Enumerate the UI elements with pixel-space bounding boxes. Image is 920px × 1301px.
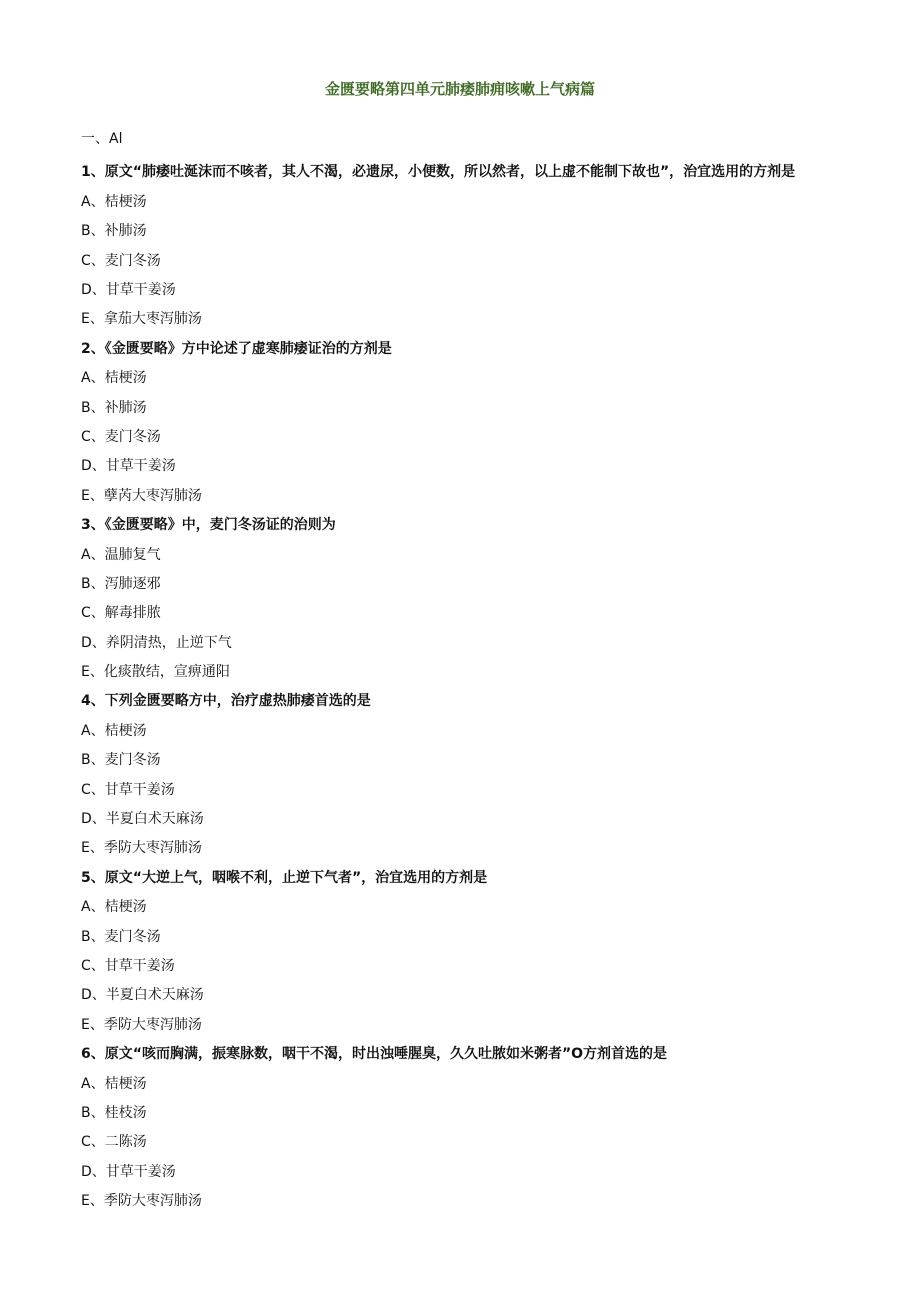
question-text: 1、原文“肺痿吐涎沫而不咳者，其人不渴，必遗尿，小便数，所以然者，以上虚不能制下故也”，治宜选用的方剂是 xyxy=(81,164,796,181)
option-d: D、甘草干姜汤 xyxy=(81,458,176,475)
option-a: A、桔梗汤 xyxy=(81,370,147,387)
option-a: A、温肺复气 xyxy=(81,546,161,563)
option-e: E、季防大枣泻肺汤 xyxy=(81,1193,202,1210)
question-text: 6、原文“咳而胸满，振寒脉数，咽干不渴，时出浊唾腥臭，久久吐脓如米粥者”O方剂首选的是 xyxy=(81,1046,668,1063)
question-4 xyxy=(81,687,821,863)
option-b: B、补肺汤 xyxy=(81,399,147,416)
option-c: C、甘草干姜汤 xyxy=(81,958,175,975)
option-c: C、甘草干姜汤 xyxy=(81,781,175,798)
question-6 xyxy=(81,1040,821,1216)
option-b: B、补肺汤 xyxy=(81,223,147,240)
document-title: 金匮要略第四单元肺痿肺痈咳嗽上气病篇 xyxy=(324,80,595,98)
document-content xyxy=(81,129,821,1217)
option-e: E、拿茄大枣泻肺汤 xyxy=(81,311,202,328)
option-c: C、麦门冬汤 xyxy=(81,428,161,445)
option-d: D、半夏白术天麻汤 xyxy=(81,987,204,1004)
section-heading: 一、Al xyxy=(81,131,123,147)
option-b: B、麦门冬汤 xyxy=(81,752,161,769)
option-a: A、桔梗汤 xyxy=(81,193,147,210)
question-5 xyxy=(81,864,821,1040)
option-d: D、养阴清热，止逆下气 xyxy=(81,634,232,651)
option-c: C、麦门冬汤 xyxy=(81,252,161,269)
option-a: A、桔梗汤 xyxy=(81,722,147,739)
option-a: A、桔梗汤 xyxy=(81,1075,147,1092)
option-d: D、甘草干姜汤 xyxy=(81,281,176,298)
option-e: E、季防大枣泻肺汤 xyxy=(81,840,202,857)
option-c: C、解毒排脓 xyxy=(81,605,161,622)
question-text: 3、《金匮要略》中，麦门冬汤证的治则为 xyxy=(81,517,336,534)
option-b: B、麦门冬汤 xyxy=(81,928,161,945)
question-text: 2、《金匮要略》方中论述了虚寒肺痿证治的方剂是 xyxy=(81,340,392,357)
option-a: A、桔梗汤 xyxy=(81,899,147,916)
question-1 xyxy=(81,158,821,334)
question-2 xyxy=(81,335,821,511)
option-c: C、二陈汤 xyxy=(81,1134,147,1151)
option-e: E、孽芮大枣泻肺汤 xyxy=(81,487,202,504)
question-text: 4、下列金匮要略方中，治疗虚热肺痿首选的是 xyxy=(81,693,371,710)
option-e: E、化痰散结，宣痹通阳 xyxy=(81,664,230,681)
option-b: B、桂枝汤 xyxy=(81,1104,147,1121)
option-d: D、半夏白术天麻汤 xyxy=(81,811,204,828)
option-d: D、甘草干姜汤 xyxy=(81,1163,176,1180)
option-b: B、泻肺逐邪 xyxy=(81,575,161,592)
question-3 xyxy=(81,511,821,687)
option-e: E、季防大枣泻肺汤 xyxy=(81,1016,202,1033)
question-text: 5、原文“大逆上气，咽喉不利，止逆下气者”，治宜选用的方剂是 xyxy=(81,869,488,886)
